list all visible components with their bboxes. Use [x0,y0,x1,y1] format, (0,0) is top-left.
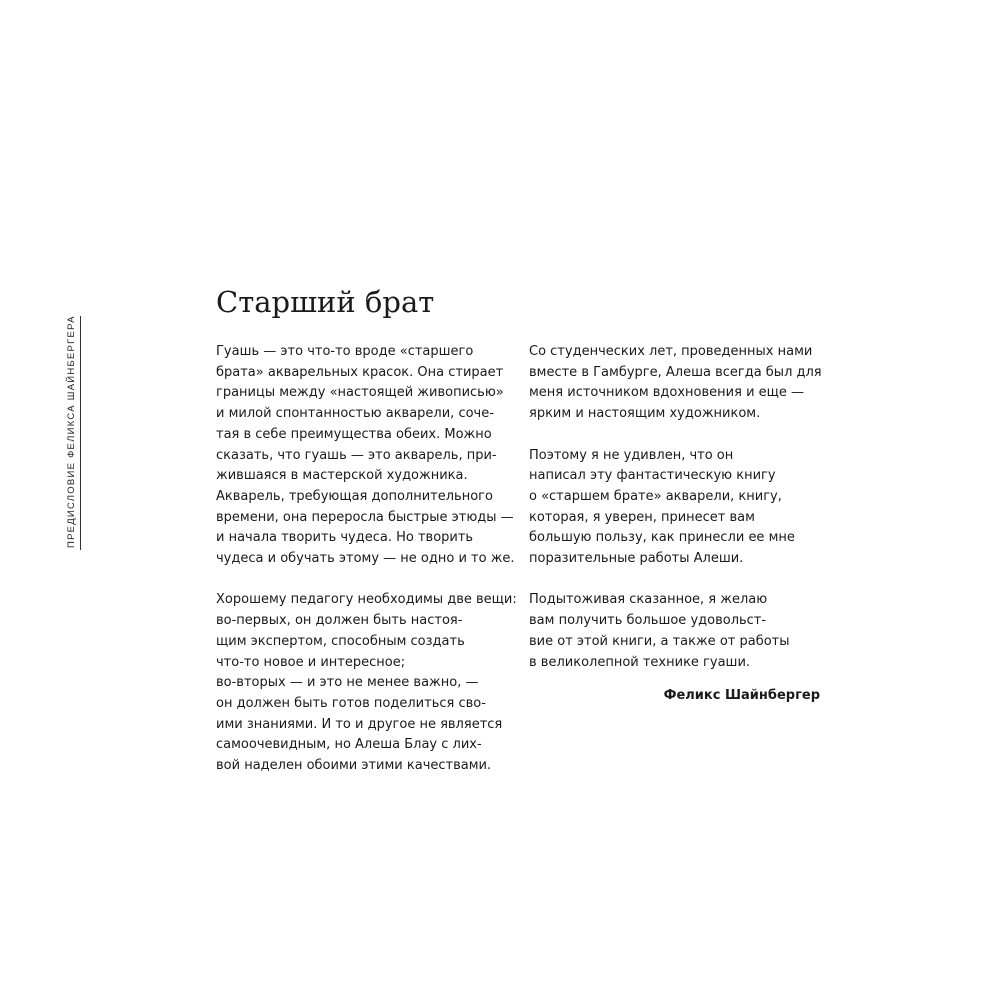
paragraph [529,590,829,673]
text-line: вместе в Гамбурге, Алеша всегда был для [529,364,822,380]
text-line: Акварель, требующая дополнительного [216,488,493,504]
paragraph [529,342,829,425]
text-line: и милой спонтанностью акварели, соче- [216,406,494,422]
text-line: большую пользу, как принесли ее мне [529,530,795,546]
page-title: Старший брат [216,285,435,319]
chapter-side-label: ПРЕДИСЛОВИЕ ФЕЛИКСА ШАЙНБЕРГЕРА [65,315,77,548]
text-line: чудеса и обучать этому — не одно и то же. [216,551,515,567]
text-line: вам получить большое удовольст- [529,613,767,629]
text-line: тая в себе преимущества обеих. Можно [216,426,492,442]
paragraph [216,342,516,570]
left-text-column [216,342,516,797]
text-line: Поэтому я не удивлен, что он [529,447,734,463]
text-line: сказать, что гуашь — это акварель, при- [216,447,497,463]
text-line: Гуашь — это что-то вроде «старшего [216,344,474,359]
text-line: меня источником вдохновения и еще — [529,385,805,401]
text-line: времени, она переросла быстрые этюды — [216,509,514,525]
text-line: он должен быть готов поделиться сво- [216,695,486,711]
text-line: написал эту фантастическую книгу [529,468,776,484]
text-line: что-то новое и интересное; [216,654,406,670]
text-line: брата» акварельных красок. Она стирает [216,364,504,380]
paragraph [216,590,516,776]
text-line: вие от этой книги, а также от работы [529,633,790,649]
text-line: Хорошему педагогу необходимы две вещи: [216,592,517,608]
text-line: о «старшем брате» акварели, книгу, [529,488,782,504]
text-line: границы между «настоящей живописью» [216,385,504,401]
text-line: поразительные работы Алеши. [529,551,744,567]
text-line: вой наделен обоими этими качествами. [216,758,492,774]
text-line: в великолепной технике гуаши. [529,654,751,670]
author-signature: Феликс Шайнбергер [663,688,820,703]
text-line: во-вторых — и это не менее важно, — [216,675,479,691]
text-line: ими знаниями. И то и другое не является [216,716,503,732]
text-line: которая, я уверен, принесет вам [529,509,755,525]
text-line: во-первых, он должен быть настоя- [216,613,463,629]
text-line: самоочевидным, но Алеша Блау с лих- [216,737,482,753]
text-line: ярким и настоящим художником. [529,406,761,422]
text-line: Со студенческих лет, проведенных нами [529,344,813,359]
right-text-column [529,342,829,694]
text-line: и начала творить чудеса. Но творить [216,530,474,546]
paragraph [529,446,829,570]
text-line: щим экспертом, способным создать [216,633,465,649]
side-divider [80,316,81,550]
text-line: Подытоживая сказанное, я желаю [529,592,768,608]
text-line: жившаяся в мастерской художника. [216,468,468,484]
